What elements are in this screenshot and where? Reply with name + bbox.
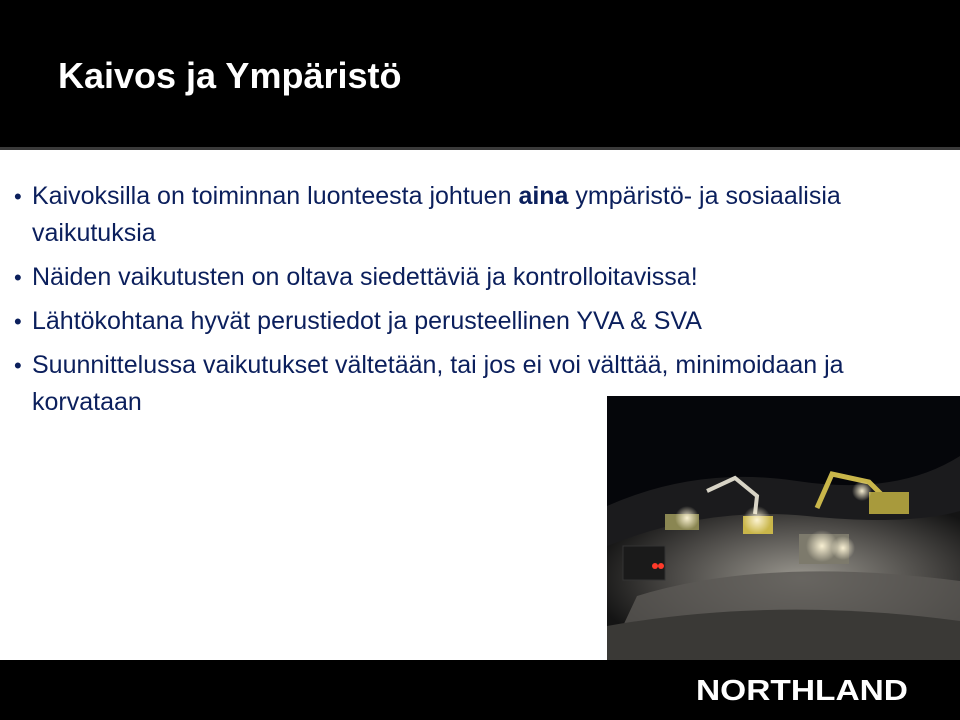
title-bar — [0, 0, 960, 150]
northland-logo — [696, 674, 910, 704]
bullet-emphasis: aina — [518, 182, 569, 210]
title-divider — [0, 147, 960, 150]
mine-night-photo — [607, 396, 960, 660]
bullet-list — [14, 178, 934, 428]
bullet-text: Lähtökohtana hyvät perustiedot ja perusteellinen YVA & SVA — [32, 307, 702, 335]
bullet-item — [14, 259, 934, 296]
bullet-item — [14, 303, 934, 340]
logo-text: NORTHLAND — [696, 675, 908, 704]
bullet-text: Kaivoksilla on toiminnan luonteesta johtuen — [32, 182, 519, 210]
bullet-icon: • — [14, 353, 22, 378]
bullet-icon: • — [14, 184, 22, 209]
mine-scene-illustration — [607, 396, 960, 660]
bullet-text: Näiden vaikutusten on oltava siedettäviä ja kontrolloitavissa! — [32, 263, 698, 291]
bullet-icon: • — [14, 265, 22, 290]
footer-bar — [0, 660, 960, 720]
bullet-item — [14, 178, 934, 252]
bullet-icon: • — [14, 309, 22, 334]
slide-title: Kaivos ja Ympäristö — [58, 55, 402, 96]
bullet-text: Suunnittelussa vaikutukset vältetään, tai jos ei voi välttää, minimoidaan ja korvataan — [32, 351, 844, 416]
bullet-text-tail: ympäristö- ja sosiaalisia vaikutuksia — [32, 182, 841, 247]
